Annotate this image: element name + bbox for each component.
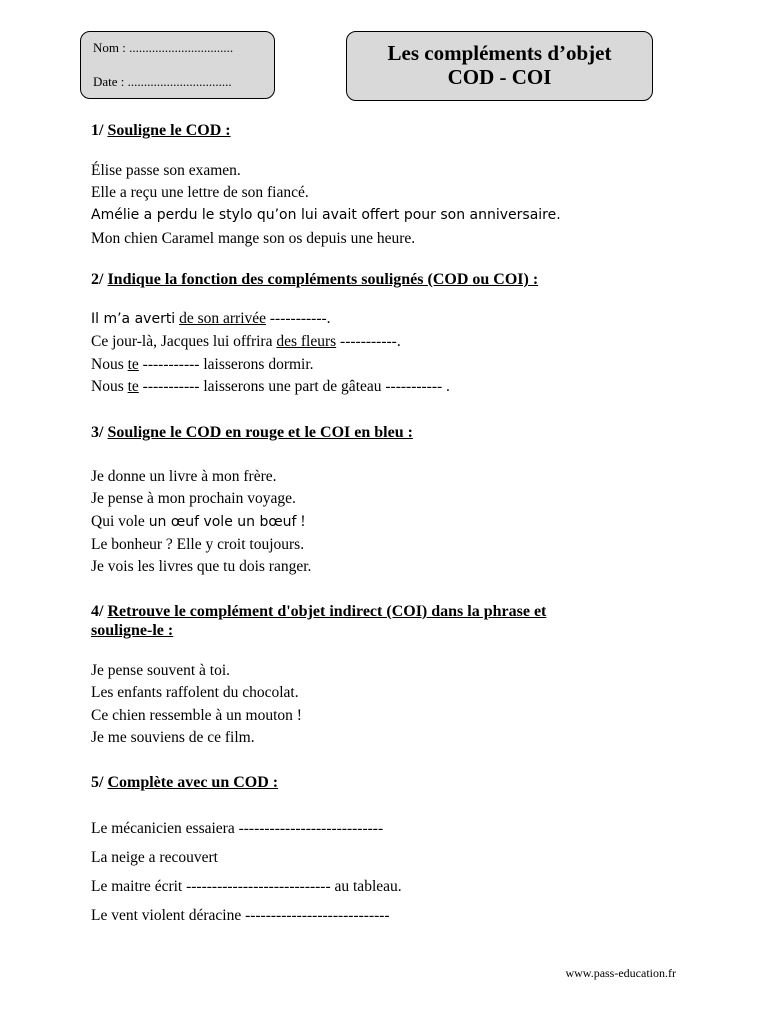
exercise-1-sentence: Élise passe son examen. — [91, 162, 241, 179]
exercise-1-sentence: Amélie a perdu le stylo qu’on lui avait offert pour son anniversaire. — [91, 207, 561, 223]
exercise-3-sentence: Je pense à mon prochain voyage. — [91, 490, 296, 507]
exercise-2-sentence: Nous te ----------- laisserons une part de gâteau ----------- . — [91, 378, 450, 395]
exercise-4-sentence: Je me souviens de ce film. — [91, 729, 255, 746]
page-title: Les compléments d’objet — [387, 41, 612, 65]
underlined-complement: de son arrivée — [179, 310, 267, 327]
exercise-5-sentence: Le maitre écrit ---------------------------- au tableau. — [91, 878, 402, 895]
page-subtitle: COD - COI — [447, 65, 552, 89]
exercise-5-sentence: Le mécanicien essaiera ---------------------------- — [91, 820, 384, 837]
exercise-5-sentence: Le vent violent déracine ---------------------------- — [91, 907, 390, 924]
underlined-complement: te — [127, 356, 139, 373]
exercise-5-heading: 5/ Complète avec un COD : — [91, 774, 279, 791]
exercise-1-sentence: Mon chien Caramel mange son os depuis une heure. — [91, 230, 416, 247]
exercise-4-sentence: Ce chien ressemble à un mouton ! — [91, 707, 302, 724]
footer-website: www.pass-education.fr — [565, 966, 676, 980]
exercise-3-sentence: Qui vole un œuf vole un bœuf ! — [91, 513, 306, 530]
exercise-4-sentence: Je pense souvent à toi. — [91, 662, 231, 679]
exercise-2-heading: 2/ Indique la fonction des compléments soulignés (COD ou COI) : — [91, 271, 539, 288]
exercise-2-sentence: Il m’a averti de son arrivée -----------. — [91, 310, 331, 327]
name-field-label: Nom : ................................ — [93, 40, 234, 55]
exercise-1-heading: 1/ Souligne le COD : — [91, 122, 231, 139]
exercise-3-sentence: Je vois les livres que tu dois ranger. — [91, 558, 312, 575]
title-box — [346, 31, 653, 101]
exercise-4-heading: 4/ Retrouve le complément d'objet indirect (COI) dans la phrase et souligne-le : — [91, 603, 547, 639]
exercise-3-sentence: Je donne un livre à mon frère. — [91, 468, 277, 485]
exercise-2-sentence: Nous te ----------- laisserons dormir. — [91, 356, 314, 373]
exercise-1-sentence: Elle a reçu une lettre de son fiancé. — [91, 184, 309, 201]
exercise-3-heading: 3/ Souligne le COD en rouge et le COI en bleu : — [91, 424, 413, 441]
date-field-label: Date : ................................ — [93, 74, 232, 89]
exercise-2-sentence: Ce jour-là, Jacques lui offrira des fleurs -----------. — [91, 333, 401, 350]
underlined-complement: te — [127, 378, 139, 395]
exercise-5-sentence: La neige a recouvert — [91, 849, 218, 866]
exercise-3-sentence: Le bonheur ? Elle y croit toujours. — [91, 536, 305, 553]
student-info-box — [80, 31, 275, 99]
underlined-complement: des fleurs — [276, 333, 337, 350]
exercise-4-sentence: Les enfants raffolent du chocolat. — [91, 684, 299, 701]
